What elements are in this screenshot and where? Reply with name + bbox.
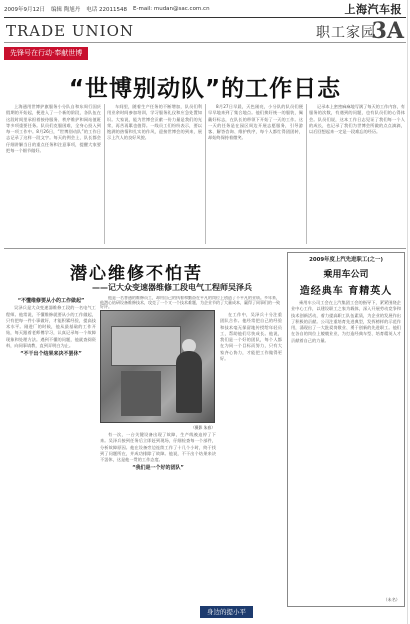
page-number: 3A bbox=[371, 18, 404, 44]
feature-title: 潜心维修不怕苦 bbox=[70, 264, 203, 284]
column-banner: 先锋号在行动·奉献世博 bbox=[4, 47, 88, 60]
photo-caption: （摄影 朱春） bbox=[191, 425, 215, 430]
section-divider bbox=[4, 248, 406, 249]
section-heading: “不干出个结果来决不罢休” bbox=[20, 351, 82, 358]
section-heading: “我们是一个好的团队” bbox=[132, 465, 184, 472]
masthead-logo: 上海汽车报 bbox=[344, 3, 402, 16]
section-title-cn: 职工家园 bbox=[316, 25, 376, 41]
feature-col-right bbox=[220, 312, 282, 602]
editor-phone: 电话 22011548 bbox=[86, 7, 127, 13]
column-divider bbox=[205, 104, 206, 244]
paragraph: 他是一名普通的维修员工，却用自己的执着和勤奋在平凡的岗位上创造了不平凡的业绩。多年来，他潜心钻研设备维修技术，攻克了一个又一个技术难题，为企业节约了大量成本，赢得了同事们的一致好评。 bbox=[100, 296, 280, 309]
feature-photo bbox=[100, 310, 215, 423]
bottom-column-banner: 身边的提小平 bbox=[200, 606, 253, 618]
paragraph: 8月27日早晨，天色刚亮，小分队的队员们便早早地来到了集合地点。他们换好统一的服装，佩戴好标志，在队长的带领下开始了一天的工作。这一天的任务是在园区周边开展志愿服务，引导游客、解答咨询、维护秩序，每个人都忙得团团转，却始终保持着微笑。 bbox=[208, 104, 303, 141]
feature-col-mid bbox=[100, 432, 216, 602]
paragraph: 乘用车公司工会在上汽集团工会的指导下，紧紧围绕企业中心工作，以建设职工之家为载体，深入开展劳动竞争和技术创新活动，着力提高职工队伍素质，为企业的发展作出了积极的贡献。公司注重培育先进典型，发挥榜样的示范作用，涌现出了一大批爱岗敬业、勇于创新的先进职工。他们在各自的岗位上兢兢业业，为打造经典车型、培育精英人才贡献着自己的力量。 bbox=[291, 300, 401, 343]
paragraph: 有一次，一台关键设备出现了故障，生产线被迫停了下来。吴泽兵接到任务后立即赶到现场，仔细检查每一个部件，分析故障原因。他在设备旁边连续工作了十几个小时，终于找到了问题所在，并成功排除了故障。他说，不干出个结果来决不罢休，这是他一贯的工作态度。 bbox=[100, 432, 216, 463]
paragraph: 吴泽兵是大众变速器维修工段的一名电气工程师。他常说，不懂维修就要从小的工作做起，只有把每一件小事做好，才能积累经验，提高技术水平。刚进厂的时候，他从最基础的工作开始，每天跟着老师傅学习，认真记录每一个故障现象和处理方法。遇到不懂的问题，他就查阅资料，向同事请教，直到弄明白为止。 bbox=[6, 305, 96, 349]
paragraph: 上海通用世博护旗服务小分队自和东周行国庆假期的开始起，便进入了一个新的阶段，各队伍在这段时间里承担着接待服务、秩序维护和网站值班等多项重要任务。队员们克服困难，全身心投入到每一项工作中。8月26日，“世博别动队”的工作日志记录了这样一段文字。每天的例会上，队长都会仔细讲解当日的重点任务和注意事项，提醒大家要把每一个细节做好。 bbox=[6, 104, 101, 154]
main-headline: “世博别动队”的工作日志 bbox=[68, 76, 342, 102]
page-edge bbox=[407, 0, 408, 624]
feature-intro-box bbox=[100, 296, 280, 310]
issue-date: 2009年9月12日 bbox=[4, 7, 45, 13]
column-divider bbox=[306, 104, 307, 244]
feature-col-left bbox=[6, 296, 96, 606]
section-title-en: TRADE UNION bbox=[6, 22, 134, 40]
top-article-col-4 bbox=[309, 104, 405, 244]
paragraph: 在工作中，吴泽兵十分注重团队合作。他经常把自己的经验和技术毫无保留地传授给年轻员工，帮助他们尽快成长。他说，我们是一个好的团队，每个人都在为同一个目标而努力，只有大家齐心协力，才能把工作做得更好。 bbox=[220, 312, 282, 362]
column-divider bbox=[104, 104, 105, 244]
paragraph: 车间里，随着生产任务的不断增加，队员们利用业余时间参加培训，学习服务礼仪和应急处置知识。大家说，能为世博会贡献一份力量是我们的光荣，再苦再累也值得。一线员工们纷纷表示，要以饱满的热情和扎实的作风，迎接世博会的到来，展示上汽人的良好风貌。 bbox=[107, 104, 202, 141]
top-article-col-1 bbox=[6, 104, 101, 244]
top-article-col-2 bbox=[107, 104, 202, 244]
sidebar-footer: （未名） bbox=[383, 597, 400, 602]
sidebar-series: 2009年度上汽先进职工(之一) bbox=[309, 257, 383, 263]
sidebar-company: 乘用车公司 bbox=[323, 270, 369, 280]
section-heading: “不懂维修要从小的工作做起” bbox=[17, 298, 85, 304]
editor-name: 编辑 陶旭丹 bbox=[51, 7, 81, 13]
sidebar-body bbox=[291, 300, 401, 596]
section-band bbox=[4, 17, 406, 43]
sidebar-slogan: 造经典车 育精英人 bbox=[299, 286, 393, 297]
editor-email: E-mail: mudan@sac.com.cn bbox=[133, 6, 210, 12]
paragraph: 记录本上密密麻麻地写满了每天的工作内容，有服务的次数，有遇到的问题，也有队员们的心得体会。队员们说，这本工作日志见证了我们每一个人的成长，也记录了我们为世博会所做的点点滴滴，以后回想起来一定是一段难忘的经历。 bbox=[309, 104, 405, 135]
feature-subtitle: ——记大众变速器维修工段电气工程师吴泽兵 bbox=[92, 283, 252, 292]
top-article-col-3 bbox=[208, 104, 303, 244]
top-info-strip bbox=[4, 3, 400, 15]
